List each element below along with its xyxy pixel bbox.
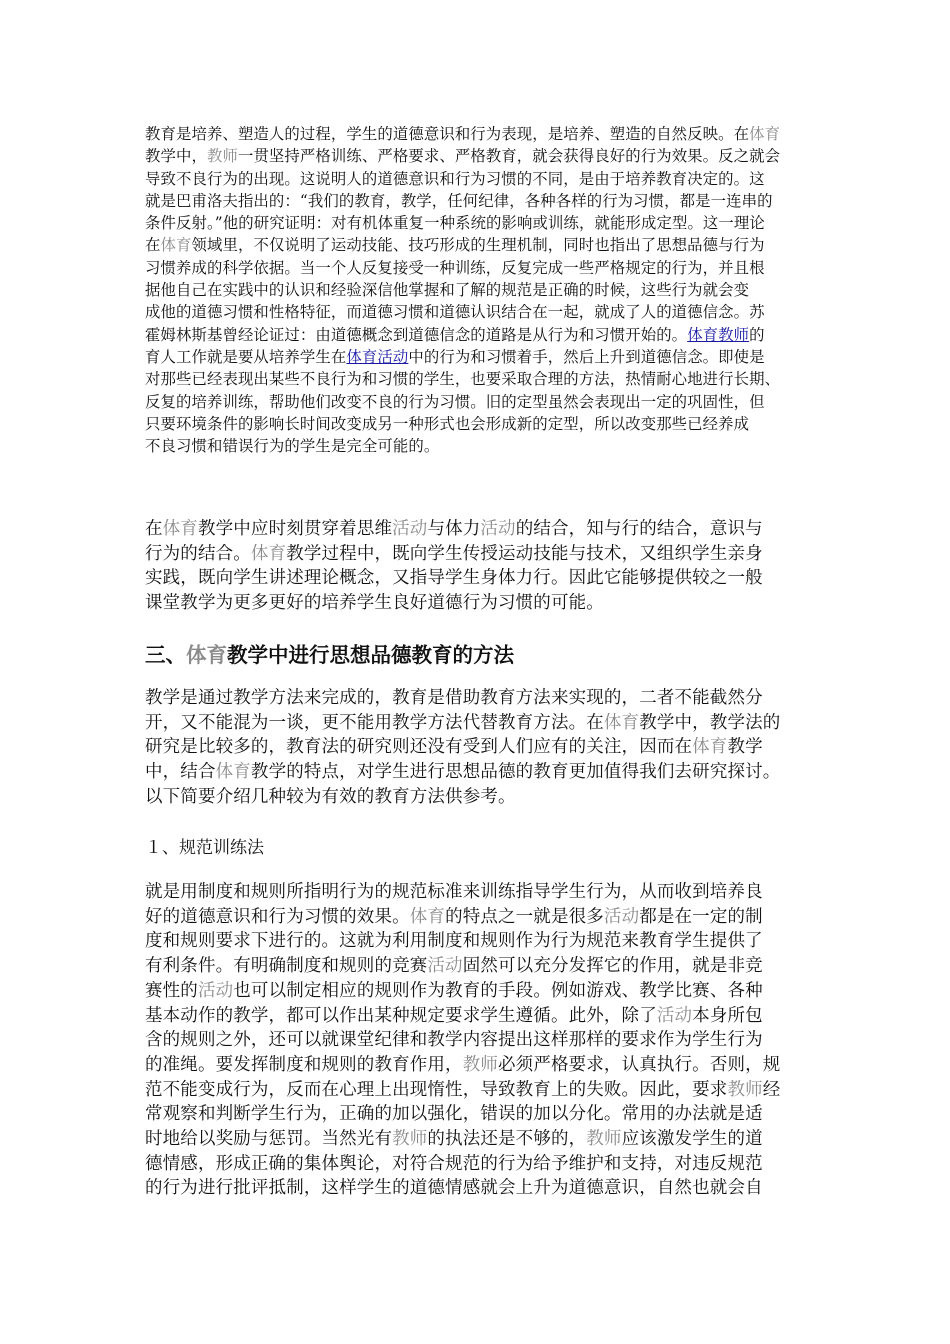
text-run: 教学中，教学法的 bbox=[639, 712, 781, 733]
text-run: 习惯养成的科学依据。当一个人反复接受一种训练，反复完成一些严格规定的行为，并且根 bbox=[145, 258, 765, 277]
text-line bbox=[145, 413, 815, 435]
text-run: 教学中应时刻贯穿着思维 bbox=[197, 519, 393, 539]
text-run: 都是在一定的制 bbox=[639, 906, 763, 927]
keyword-term: 体育 bbox=[215, 762, 251, 783]
text-run: 的特点之一就是很多 bbox=[445, 906, 604, 927]
text-run: 教育是培养、塑造人的过程，学生的道德意识和行为表现，是培养、塑造的自然反映。在 bbox=[145, 125, 750, 143]
keyword-term: 教师 bbox=[392, 1129, 428, 1150]
text-run: 也可以制定相应的规则作为教育的手段。例如游戏、教学比赛、各种 bbox=[233, 980, 763, 1001]
keyword-term: 教师 bbox=[462, 1054, 499, 1075]
text-run: 必须严格要求，认真执行。否则，规 bbox=[498, 1054, 781, 1075]
text-run: 含的规则之外，还可以就课堂纪律和教学内容提出这样那样的要求作为学生行为 bbox=[145, 1030, 763, 1051]
text-line bbox=[145, 435, 815, 457]
text-run: 经 bbox=[762, 1079, 781, 1100]
text-line bbox=[145, 1102, 815, 1127]
text-line bbox=[145, 542, 815, 567]
text-line bbox=[145, 591, 815, 616]
text-line bbox=[145, 1127, 815, 1152]
text-line bbox=[145, 212, 815, 234]
text-line bbox=[145, 686, 815, 711]
text-line bbox=[145, 1152, 815, 1177]
text-run: 基本动作的教学，都可以作出某种规定要求学生遵循。此外，除了 bbox=[145, 1005, 657, 1026]
text-run: 与体力 bbox=[427, 519, 481, 539]
text-run: 有利条件。有明确制度和规则的竞赛 bbox=[145, 956, 428, 977]
text-run: 的 bbox=[749, 325, 765, 344]
text-run: 度和规则要求下进行的。这就为利用制度和规则作为行为规范来教育学生提供了 bbox=[145, 931, 763, 952]
text-line bbox=[145, 145, 815, 167]
keyword-link[interactable]: 体育活动 bbox=[346, 347, 409, 366]
text-run: 赛性的 bbox=[145, 980, 198, 1001]
keyword-term: 活动 bbox=[480, 519, 516, 539]
text-run: 条件反射。”他的研究证明：对有机体重复一种系统的影响或训练，就能形成定型。这一理论 bbox=[145, 214, 765, 233]
text-run: 就是巴甫洛夫指出的：“我们的教育，教学，任何纪律，各种各样的行为习惯，都是一连串的 bbox=[145, 191, 773, 210]
text-line bbox=[145, 257, 815, 279]
text-line bbox=[145, 234, 815, 256]
text-run: 成他的道德习惯和性格特征，而道德习惯和道德认识结合在一起，就成了人的道德信念。苏 bbox=[145, 303, 765, 322]
text-line bbox=[145, 1053, 815, 1078]
text-run: 开，又不能混为一谈，更不能用教学方法代替教育方法。在 bbox=[145, 712, 604, 733]
text-run: 教学是通过教学方法来完成的，教育是借助教育方法来实现的，二者不能截然分 bbox=[145, 688, 763, 708]
keyword-term: 体育 bbox=[603, 712, 640, 733]
keyword-term: 教师 bbox=[586, 1129, 622, 1150]
text-run: 固然可以充分发挥它的作用，就是非竞 bbox=[462, 956, 763, 977]
text-run: 领域里，不仅说明了运动技能、技巧形成的生理机制，同时也指出了思想品德与行为 bbox=[191, 236, 765, 255]
text-run: 只要环境条件的影响长时间改变成另一种形式也会形成新的定型，所以改变那些已经养成 bbox=[145, 414, 750, 433]
text-run: 霍姆林斯基曾经论证过：由道德概念到道德信念的道路是从行为和习惯开始的。 bbox=[145, 325, 688, 344]
text-run: 中，结合 bbox=[145, 762, 216, 783]
text-run: 在 bbox=[145, 519, 163, 539]
text-line bbox=[145, 566, 815, 591]
text-line bbox=[145, 1078, 815, 1103]
text-run: 育人工作就是要从培养学生在 bbox=[145, 347, 347, 366]
text-run: 本身所包 bbox=[692, 1005, 763, 1026]
text-run: 范不能变成行为，反而在心理上出现惰性，导致教育上的失败。因此，要求 bbox=[145, 1079, 728, 1100]
heading-keyword: 体育 bbox=[186, 643, 227, 667]
keyword-term: 活动 bbox=[392, 519, 428, 539]
text-run: 教学的特点，对学生进行思想品德的教育更加值得我们去研究探讨。 bbox=[250, 762, 781, 783]
section-heading bbox=[145, 641, 815, 669]
text-line bbox=[145, 301, 815, 323]
paragraph-teaching-methods bbox=[145, 686, 815, 810]
text-run: 导致不良行为的出现。这说明人的道德意识和行为习惯的不同，是由于培养教育决定的。这 bbox=[145, 169, 765, 188]
text-line bbox=[145, 346, 815, 368]
keyword-term: 教师 bbox=[206, 147, 238, 166]
paragraph-moral-habits bbox=[145, 123, 815, 457]
text-line bbox=[145, 785, 815, 810]
keyword-term: 体育 bbox=[749, 125, 781, 143]
text-run: 行为的结合。 bbox=[145, 543, 251, 564]
text-run: 常观察和判断学生行为，正确的加以强化，错误的加以分化。常用的办法就是适 bbox=[145, 1104, 763, 1125]
keyword-term: 体育 bbox=[250, 543, 287, 564]
text-run: 三、 bbox=[145, 643, 186, 667]
text-run: 就是用制度和规则所指明行为的规范标准来训练指导学生行为，从而收到培养良 bbox=[145, 882, 763, 902]
subheading-norm-training: １、规范训练法 bbox=[145, 838, 264, 858]
text-line bbox=[145, 517, 815, 542]
text-run: 教学过程中，既向学生传授运动技能与技术，又组织学生亲身 bbox=[286, 543, 763, 564]
paragraph-norm-training bbox=[145, 880, 815, 1201]
text-line bbox=[145, 391, 815, 413]
keyword-term: 体育 bbox=[160, 236, 192, 255]
text-line bbox=[145, 190, 815, 212]
text-run: 教学 bbox=[727, 737, 763, 758]
text-line bbox=[145, 324, 815, 346]
keyword-term: 体育 bbox=[692, 737, 728, 758]
text-run: 的准绳。要发挥制度和规则的教育作用， bbox=[145, 1054, 463, 1075]
text-line bbox=[145, 168, 815, 190]
text-line bbox=[145, 929, 815, 954]
text-line bbox=[145, 979, 815, 1004]
text-run: 好的道德意识和行为习惯的效果。 bbox=[145, 906, 410, 927]
keyword-term: 活动 bbox=[427, 956, 463, 977]
text-run: 中的行为和习惯着手，然后上升到道德信念。即使是 bbox=[408, 347, 765, 366]
text-run: 研究是比较多的，教育法的研究则还没有受到人们应有的关注，因而在 bbox=[145, 737, 693, 758]
text-run: 在 bbox=[145, 236, 161, 255]
text-run: 对那些已经表现出某些不良行为和习惯的学生，也要采取合理的方法，热情耐心地进行长期、 bbox=[145, 370, 781, 389]
text-run: 的结合，知与行的结合，意识与 bbox=[515, 519, 763, 539]
text-line bbox=[145, 735, 815, 760]
text-line bbox=[145, 905, 815, 930]
text-line bbox=[145, 954, 815, 979]
text-run: 实践，既向学生讲述理论概念，又指导学生身体力行。因此它能够提供较之一般 bbox=[145, 568, 763, 589]
text-line bbox=[145, 711, 815, 736]
text-line bbox=[145, 760, 815, 785]
keyword-term: 活动 bbox=[197, 980, 234, 1001]
text-run: 不良习惯和错误行为的学生是完全可能的。 bbox=[145, 437, 440, 456]
text-run: 应该激发学生的道 bbox=[621, 1129, 763, 1150]
text-line bbox=[145, 1004, 815, 1029]
text-run: 课堂教学为更多更好的培养学生良好道德行为习惯的可能。 bbox=[145, 593, 604, 614]
text-line bbox=[145, 368, 815, 390]
text-run: 教学中， bbox=[145, 147, 207, 166]
text-run: 德情感，形成正确的集体舆论，对符合规范的行为给予维护和支持，对违反规范 bbox=[145, 1153, 763, 1174]
text-run: 教学中进行思想品德教育的方法 bbox=[227, 643, 514, 667]
text-run: 的行为进行批评抵制，这样学生的道德情感就会上升为道德意识，自然也就会自 bbox=[145, 1178, 763, 1199]
paragraph-thinking-and-physical bbox=[145, 517, 815, 616]
text-line bbox=[145, 1176, 815, 1201]
text-run: 据他自己在实践中的认识和经验深信他掌握和了解的规范是正确的时候，这些行为就会变 bbox=[145, 281, 750, 300]
keyword-link[interactable]: 体育教师 bbox=[687, 325, 750, 344]
text-run: 时地给以奖励与惩罚。当然光有 bbox=[145, 1129, 393, 1150]
keyword-term: 活动 bbox=[656, 1005, 693, 1026]
keyword-term: 体育 bbox=[409, 906, 446, 927]
text-run: 一贯坚持严格训练、严格要求、严格教育，就会获得良好的行为效果。反之就会 bbox=[237, 147, 781, 166]
text-run: 反复的培养训练，帮助他们改变不良的行为习惯。旧的定型虽然会表现出一定的巩固性，但 bbox=[145, 392, 765, 411]
text-run: 的执法还是不够的， bbox=[427, 1129, 587, 1150]
keyword-term: 体育 bbox=[162, 519, 198, 539]
text-run: 以下简要介绍几种较为有效的教育方法供参考。 bbox=[145, 786, 516, 807]
keyword-term: 活动 bbox=[603, 906, 640, 927]
text-line bbox=[145, 880, 815, 905]
text-line bbox=[145, 279, 815, 301]
text-line bbox=[145, 1028, 815, 1053]
keyword-term: 教师 bbox=[727, 1079, 763, 1100]
text-line bbox=[145, 123, 815, 145]
